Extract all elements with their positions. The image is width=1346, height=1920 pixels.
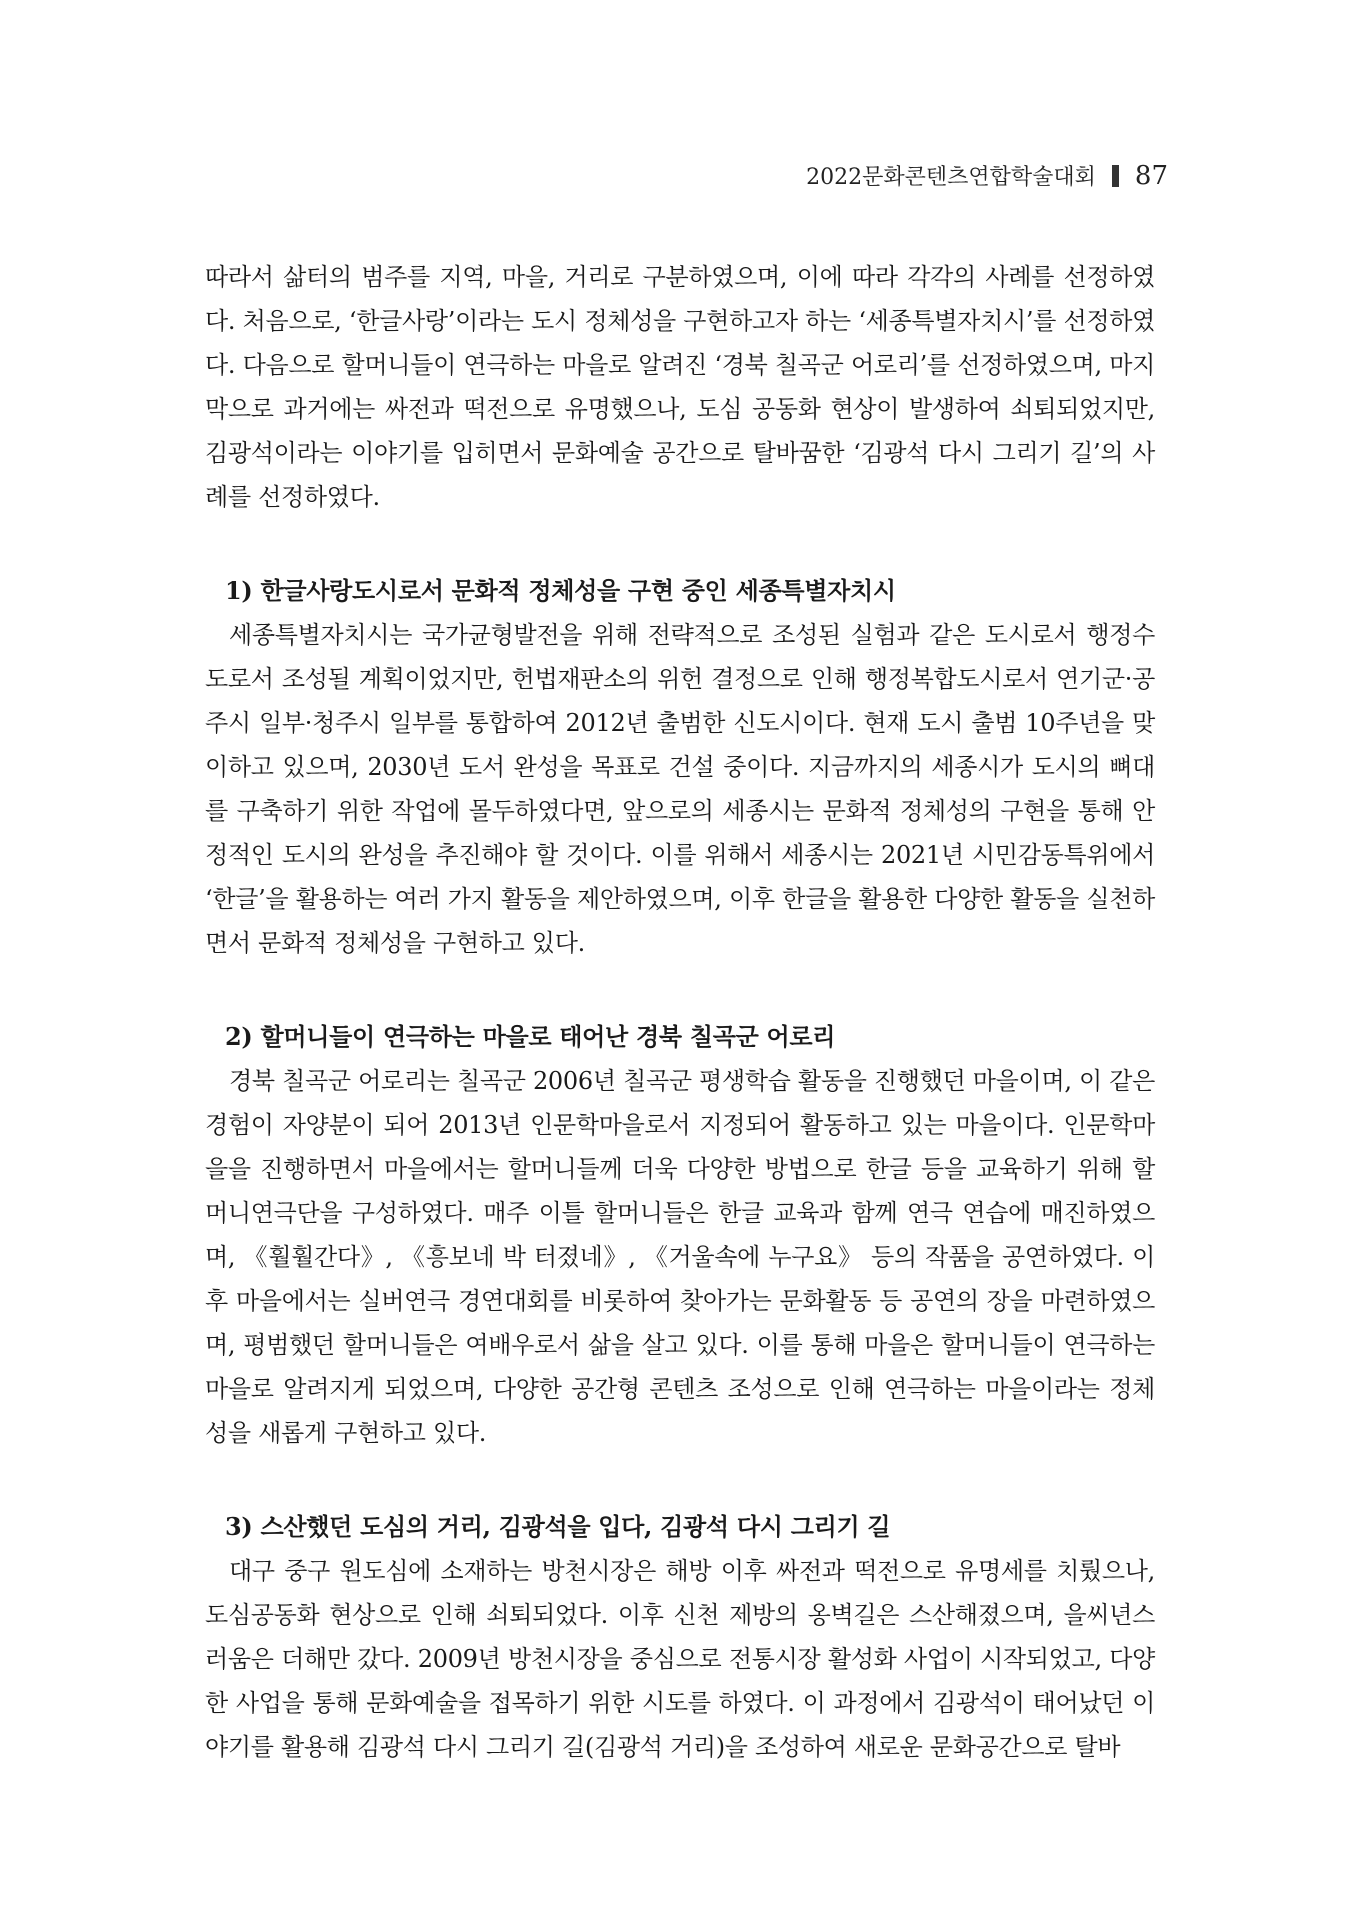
- section-heading-kimkwangseok: 3) 스산했던 도심의 거리, 김광석을 입다, 김광석 다시 그리기 길: [225, 1512, 891, 1541]
- section-heading-sejong: 1) 한글사랑도시로서 문화적 정체성을 구현 중인 세종특별자치시: [225, 576, 896, 605]
- section-body-kimkwangseok: 대구 중구 원도심에 소재하는 방천시장은 해방 이후 싸전과 떡전으로 유명세를 치뤘으나, 도심공동화 현상으로 인해 쇠퇴되었다. 이후 신천 제방의 옹벽길은 스산해졌으며, 을씨년스러움은 더해만 갔다. 2009년 방천시장을 중심으로 전통시장 활성화 사업이 시작되었고, 다양한 사업을 통해 문화예술을 접목하기 위한 시도를 하였다. 이 과정에서 김광석이 태어났던 이야기를 활용해 김광석 다시 그리기 길(김광석 거리)을 조성하여 새로운 문화공간으로 탈바: [205, 1557, 1155, 1761]
- section-heading-chilgok: 2) 할머니들이 연극하는 마을로 태어난 경북 칠곡군 어로리: [225, 1022, 836, 1051]
- intro-paragraph: 따라서 삶터의 범주를 지역, 마을, 거리로 구분하였으며, 이에 따라 각각의 사례를 선정하였다. 처음으로, ‘한글사랑’이라는 도시 정체성을 구현하고자 하는 ‘세종특별자치시’를 선정하였다. 다음으로 할머니들이 연극하는 마을로 알려진 ‘경북 칠곡군 어로리’를 선정하였으며, 마지막으로 과거에는 싸전과 떡전으로 유명했으나, 도심 공동화 현상이 발생하여 쇠퇴되었지만, 김광석이라는 이야기를 입히면서 문화예술 공간으로 탈바꿈한 ‘김광석 다시 그리기 길’의 사례를 선정하였다.: [205, 263, 1155, 511]
- section-body-chilgok: 경북 칠곡군 어로리는 칠곡군 2006년 칠곡군 평생학습 활동을 진행했던 마을이며, 이 같은 경험이 자양분이 되어 2013년 인문학마을로서 지정되어 활동하고 있는 마을이다. 인문학마을을 진행하면서 마을에서는 할머니들께 더욱 다양한 방법으로 한글 등을 교육하기 위해 할머니연극단을 구성하였다. 매주 이틀 할머니들은 한글 교육과 함께 연극 연습에 매진하였으며, 《훨훨간다》, 《흥보네 박 터졌네》, 《거울속에 누구요》 등의 작품을 공연하였다. 이후 마을에서는 실버연극 경연대회를 비롯하여 찾아가는 문화활동 등 공연의 장을 마련하였으며, 평범했던 할머니들은 여배우로서 삶을 살고 있다. 이를 통해 마을은 할머니들이 연극하는 마을로 알려지게 되었으며, 다양한 공간형 콘텐츠 조성으로 인해 연극하는 마을이라는 정체성을 새롭게 구현하고 있다.: [205, 1067, 1155, 1447]
- page-number: 87: [1134, 160, 1168, 191]
- section-body-sejong: 세종특별자치시는 국가균형발전을 위해 전략적으로 조성된 실험과 같은 도시로서 행정수도로서 조성될 계획이었지만, 헌법재판소의 위헌 결정으로 인해 행정복합도시로서 연기군·공주시 일부·청주시 일부를 통합하여 2012년 출범한 신도시이다. 현재 도시 출범 10주년을 맞이하고 있으며, 2030년 도서 완성을 목표로 건설 중이다. 지금까지의 세종시가 도시의 뼈대를 구축하기 위한 작업에 몰두하였다면, 앞으로의 세종시는 문화적 정체성의 구현을 통해 안정적인 도시의 완성을 추진해야 할 것이다. 이를 위해서 세종시는 2021년 시민감동특위에서 ‘한글’을 활용하는 여러 가지 활동을 제안하였으며, 이후 한글을 활용한 다양한 활동을 실천하면서 문화적 정체성을 구현하고 있다.: [205, 621, 1155, 957]
- header-separator-bar: [1112, 165, 1119, 187]
- page-body: [205, 255, 1155, 1769]
- running-header: [806, 160, 1168, 191]
- running-title: 2022문화콘텐츠연합학술대회: [806, 165, 1096, 190]
